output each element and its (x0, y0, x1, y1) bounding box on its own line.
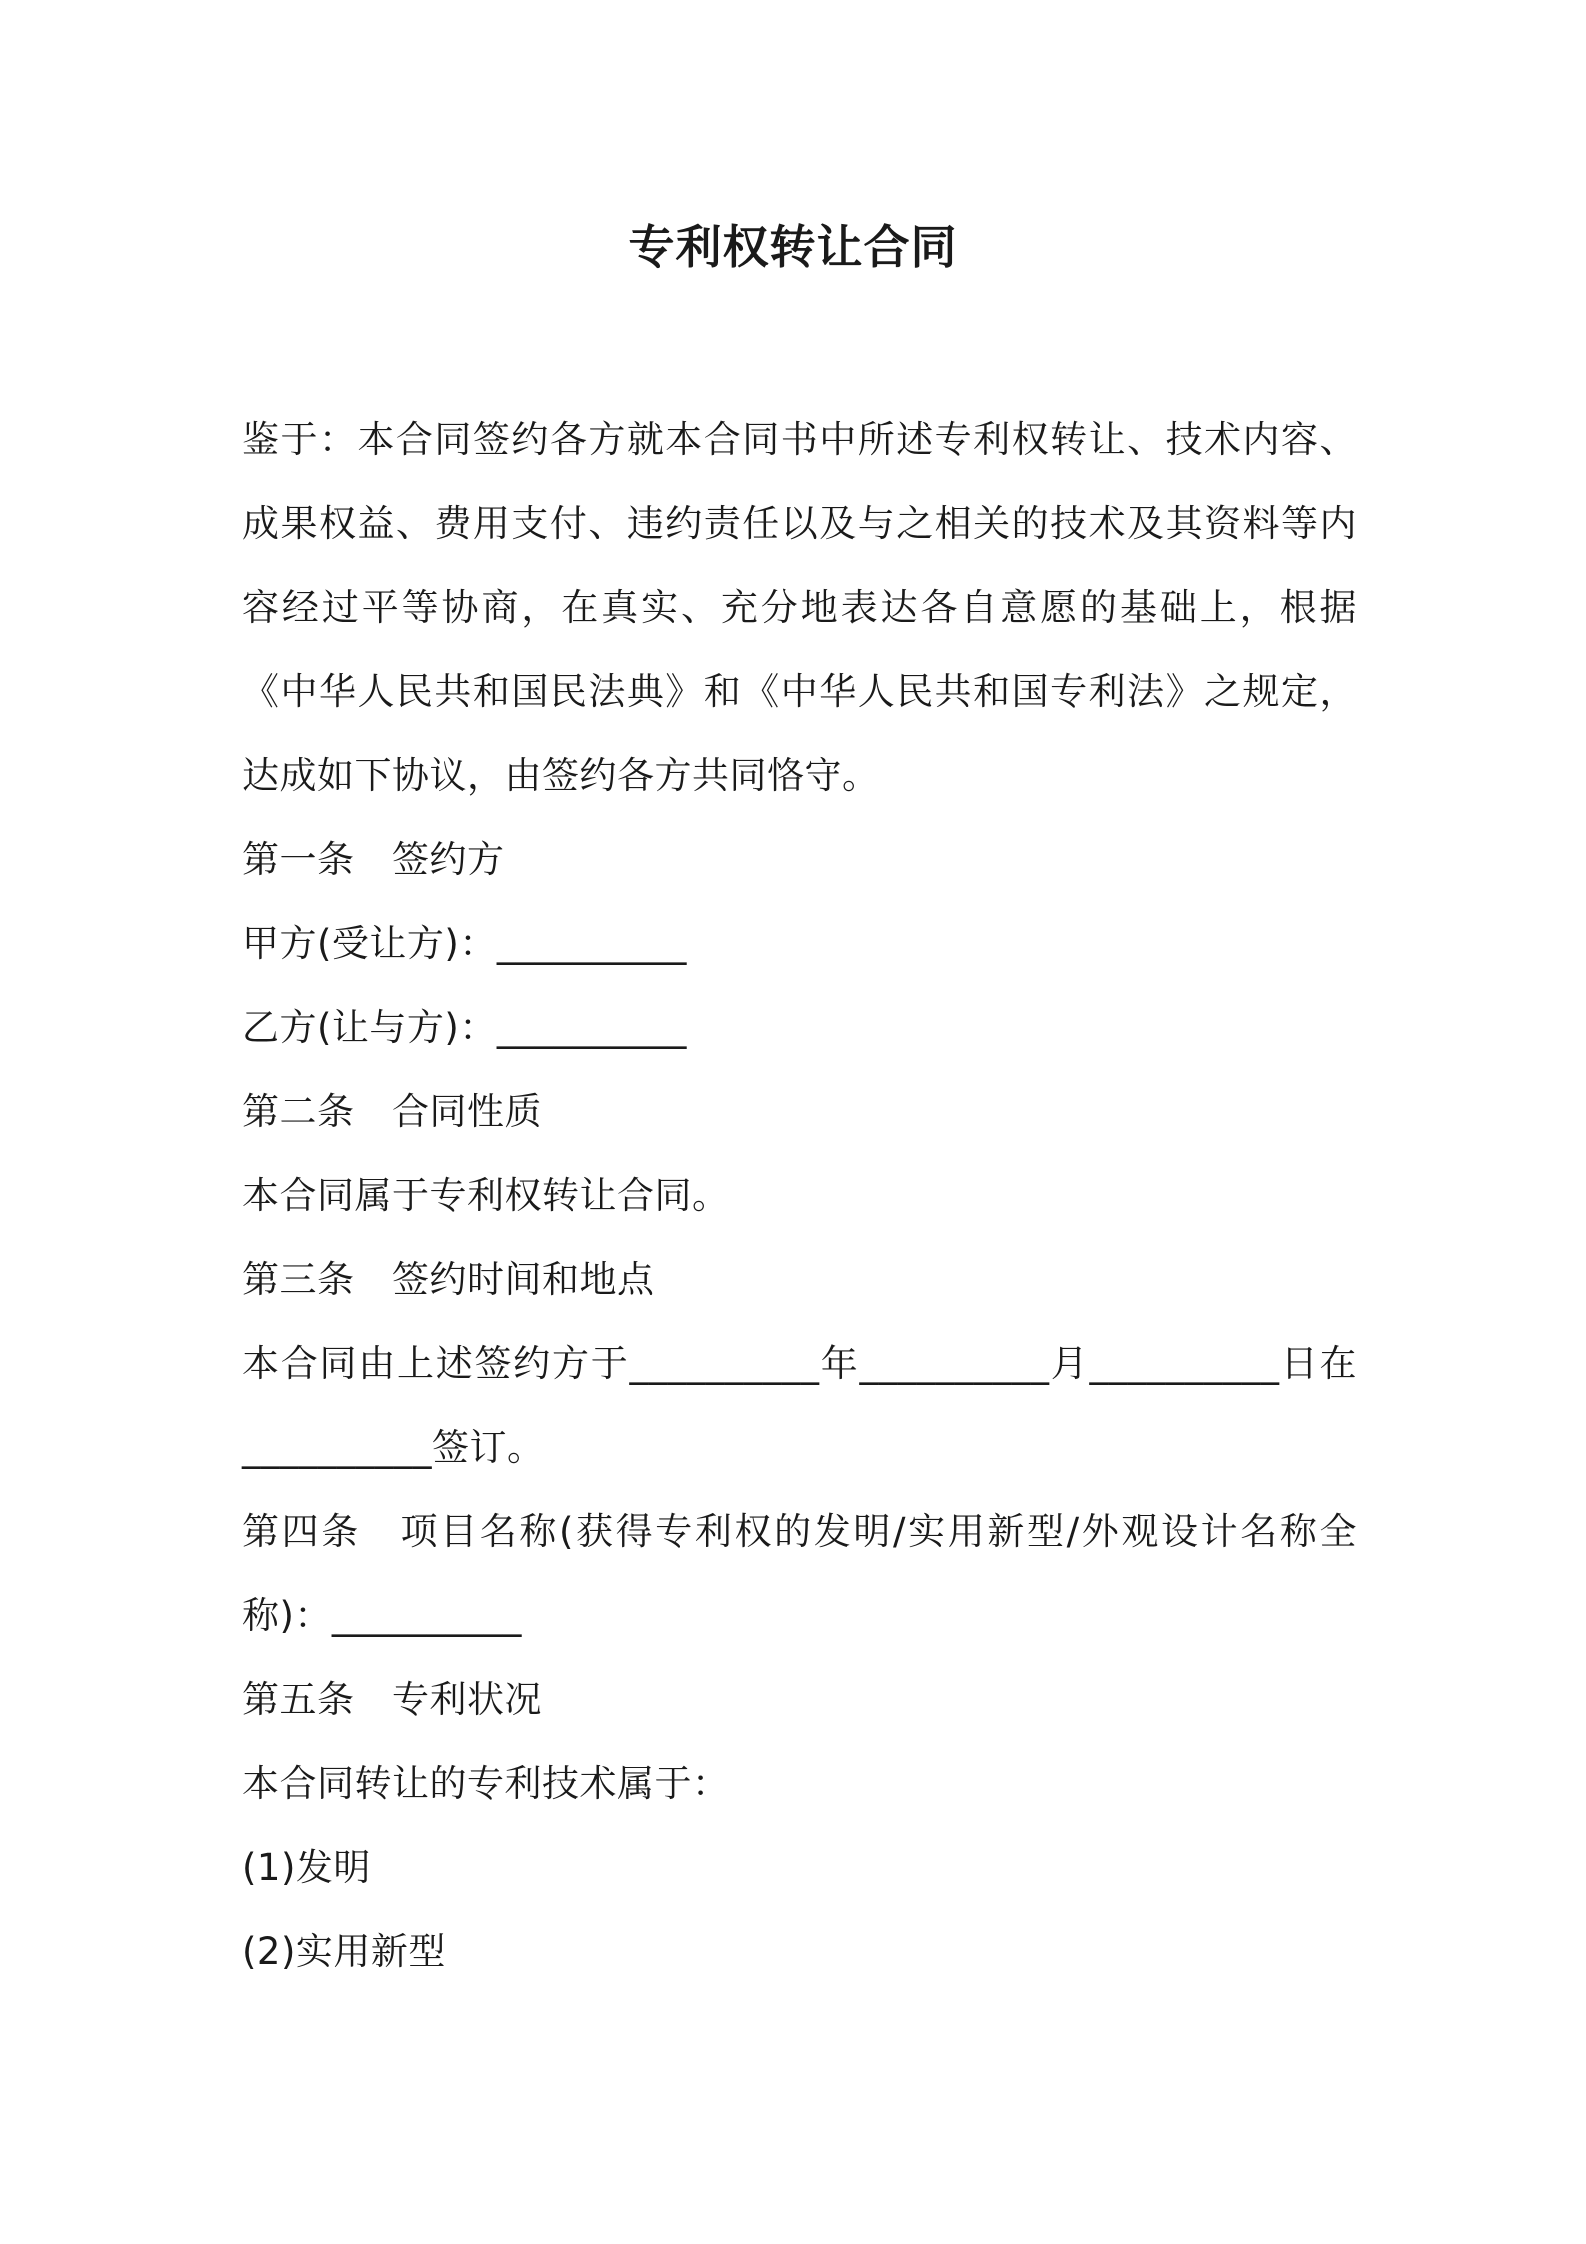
option-invention: (1)发明 (242, 1846, 371, 1889)
party-b-line: 乙方(让与方)：__________ (242, 1006, 687, 1049)
document-body (242, 398, 1357, 1994)
article4-heading: 第四条 项目名称(获得专利权的发明/实用新型/外观设计名称全称)：__________ (242, 1510, 1357, 1637)
article1-heading: 第一条 签约方 (242, 838, 505, 881)
preamble-paragraph: 鉴于：本合同签约各方就本合同书中所述专利权转让、技术内容、成果权益、费用支付、违约责任以及与之相关的技术及其资料等内容经过平等协商，在真实、充分地表达各自意愿的基础上，根据《中华人民共和国民法典》和《中华人民共和国专利法》之规定，达成如下协议，由签约各方共同恪守。 (242, 418, 1357, 797)
article5-heading: 第五条 专利状况 (242, 1678, 542, 1721)
article2-text: 本合同属于专利权转让合同。 (242, 1174, 730, 1217)
article2-heading: 第二条 合同性质 (242, 1090, 542, 1133)
article5-text: 本合同转让的专利技术属于： (242, 1762, 730, 1805)
article3-heading: 第三条 签约时间和地点 (242, 1258, 655, 1301)
article3-text: 本合同由上述签约方于__________年__________月__________日在__________签订。 (242, 1342, 1357, 1469)
party-a-line: 甲方(受让方)：__________ (242, 922, 687, 965)
document-title: 专利权转让合同 (628, 220, 958, 274)
option-utility-model: (2)实用新型 (242, 1930, 446, 1973)
